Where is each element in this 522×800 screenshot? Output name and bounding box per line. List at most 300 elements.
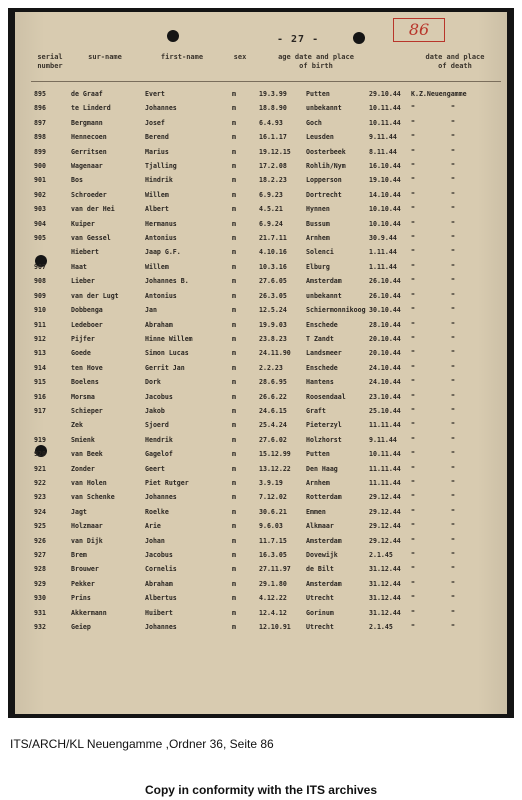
- first-name-cell: Hinne Willem: [145, 334, 193, 343]
- serial-number-cell: 909: [34, 291, 46, 300]
- death-date-cell: 31.12.44: [369, 594, 401, 603]
- first-name-cell: Evert: [145, 90, 165, 98]
- surname-cell: Bos: [71, 176, 83, 185]
- first-name-cell: Huibert: [145, 608, 173, 617]
- sex-cell: m: [232, 579, 236, 588]
- first-name-cell: Berend: [145, 133, 169, 142]
- surname-cell: Gerritsen: [71, 147, 107, 156]
- serial-number-cell: 896: [34, 104, 46, 113]
- death-place-cell: ": [411, 464, 415, 473]
- table-row: [15, 433, 507, 447]
- table-row: [15, 346, 507, 360]
- surname-cell: van Holen: [71, 478, 107, 487]
- surname-cell: Geiep: [71, 623, 91, 632]
- sex-cell: m: [232, 536, 236, 545]
- death-place-cell: ": [411, 435, 415, 444]
- sex-cell: m: [232, 493, 236, 502]
- birth-place-cell: Holzhorst: [306, 435, 342, 444]
- archive-reference: ITS/ARCH/KL Neuengamme ,Ordner 36, Seite 86: [10, 737, 274, 751]
- table-row: [15, 130, 507, 144]
- table-row: [15, 620, 507, 634]
- birth-place-cell: Solenci: [306, 248, 334, 257]
- first-name-cell: Jaap G.F.: [145, 248, 181, 257]
- birth-place-cell: unbekannt: [306, 104, 342, 113]
- birth-place-cell: Amsterdam: [306, 536, 342, 545]
- birth-date-cell: 9.6.03: [259, 522, 283, 531]
- first-name-cell: Simon Lucas: [145, 349, 189, 358]
- surname-cell: Goede: [71, 349, 91, 358]
- header-sex: sex: [233, 53, 247, 61]
- first-name-cell: Albert: [145, 205, 169, 214]
- death-place-cell: K.Z.Neuengamme: [411, 90, 467, 98]
- surname-cell: Hennecoen: [71, 133, 107, 142]
- death-place-ditto-cell: ": [451, 392, 455, 401]
- first-name-cell: Willem: [145, 262, 169, 271]
- surname-cell: Pijfer: [71, 334, 95, 343]
- birth-place-cell: Amsterdam: [306, 277, 342, 286]
- death-place-ditto-cell: ": [451, 349, 455, 358]
- birth-date-cell: 26.6.22: [259, 392, 287, 401]
- serial-number-cell: 929: [34, 579, 46, 588]
- birth-place-cell: de Bilt: [306, 565, 334, 574]
- death-place-cell: ": [411, 493, 415, 502]
- sex-cell: m: [232, 306, 236, 315]
- sex-cell: m: [232, 90, 236, 98]
- surname-cell: van der Lugt: [71, 291, 119, 300]
- table-row: [15, 173, 507, 187]
- first-name-cell: Arie: [145, 522, 161, 531]
- serial-number-cell: 919: [34, 435, 46, 444]
- birth-place-cell: Dovewijk: [306, 551, 338, 559]
- birth-place-cell: Rohlih/Nym: [306, 162, 346, 171]
- table-row: [15, 390, 507, 404]
- death-place-ditto-cell: ": [451, 450, 455, 459]
- birth-place-cell: Rotterdam: [306, 493, 342, 502]
- birth-place-cell: Graft: [306, 406, 326, 415]
- death-place-ditto-cell: ": [451, 363, 455, 372]
- death-place-cell: ": [411, 334, 415, 343]
- first-name-cell: Johannes: [145, 493, 177, 502]
- birth-place-cell: Schiermonnikoog: [306, 306, 366, 315]
- birth-place-cell: Bussum: [306, 219, 330, 228]
- birth-date-cell: 11.7.15: [259, 536, 287, 545]
- serial-number-cell: 932: [34, 623, 46, 632]
- death-place-cell: ": [411, 623, 415, 632]
- death-place-cell: ": [411, 248, 415, 257]
- birth-place-cell: Landsmeer: [306, 349, 342, 358]
- birth-date-cell: 12.4.12: [259, 608, 287, 617]
- first-name-cell: Gerrit Jan: [145, 363, 185, 372]
- birth-place-cell: Alkmaar: [306, 522, 334, 531]
- header-birth: age date and place of birth: [278, 53, 354, 70]
- first-name-cell: Dork: [145, 378, 161, 387]
- death-place-cell: ": [411, 219, 415, 228]
- death-place-ditto-cell: ": [451, 623, 455, 632]
- birth-place-cell: Lopperson: [306, 176, 342, 185]
- first-name-cell: Geert: [145, 464, 165, 473]
- surname-cell: Morsma: [71, 392, 95, 401]
- table-row: [15, 87, 507, 101]
- first-name-cell: Albertus: [145, 594, 177, 603]
- death-place-cell: ": [411, 507, 415, 516]
- birth-place-cell: Hynnen: [306, 205, 330, 214]
- death-date-cell: 31.12.44: [369, 565, 401, 574]
- first-name-cell: Johannes B.: [145, 277, 189, 286]
- death-place-cell: ": [411, 450, 415, 459]
- death-place-cell: ": [411, 118, 415, 127]
- birth-date-cell: 19.9.03: [259, 320, 287, 329]
- surname-cell: Schroeder: [71, 190, 107, 199]
- death-date-cell: 25.10.44: [369, 406, 401, 415]
- death-place-ditto-cell: ": [451, 435, 455, 444]
- first-name-cell: Roelke: [145, 507, 169, 516]
- death-date-cell: 11.11.44: [369, 421, 401, 430]
- death-place-ditto-cell: ": [451, 464, 455, 473]
- death-date-cell: 10.11.44: [369, 118, 401, 127]
- surname-cell: Holzmaar: [71, 522, 103, 531]
- sex-cell: m: [232, 205, 236, 214]
- surname-cell: Haat: [71, 262, 87, 271]
- birth-place-cell: Enschede: [306, 363, 338, 372]
- serial-number-cell: 924: [34, 507, 46, 516]
- surname-cell: Dobbenga: [71, 306, 103, 315]
- punch-hole: [167, 30, 179, 42]
- death-place-cell: ": [411, 176, 415, 185]
- serial-number-cell: 925: [34, 522, 46, 531]
- birth-place-cell: Pieterzyl: [306, 421, 342, 430]
- birth-place-cell: Arnhem: [306, 478, 330, 487]
- death-place-cell: ": [411, 147, 415, 156]
- sex-cell: m: [232, 594, 236, 603]
- first-name-cell: Jacobus: [145, 392, 173, 401]
- birth-date-cell: 19.12.15: [259, 147, 291, 156]
- table-row: [15, 332, 507, 346]
- death-place-cell: ": [411, 363, 415, 372]
- death-place-cell: ": [411, 551, 415, 559]
- surname-cell: Prins: [71, 594, 91, 603]
- table-row: [15, 101, 507, 115]
- sex-cell: m: [232, 551, 236, 559]
- death-place-ditto-cell: ": [451, 421, 455, 430]
- death-place-ditto-cell: ": [451, 147, 455, 156]
- death-place-ditto-cell: ": [451, 522, 455, 531]
- birth-place-cell: Oosterbeek: [306, 147, 346, 156]
- death-date-cell: 20.10.44: [369, 349, 401, 358]
- death-date-cell: 29.12.44: [369, 493, 401, 502]
- table-row: [15, 245, 507, 259]
- birth-date-cell: 4.10.16: [259, 248, 287, 257]
- sex-cell: m: [232, 378, 236, 387]
- sex-cell: m: [232, 118, 236, 127]
- death-place-ditto-cell: ": [451, 378, 455, 387]
- death-place-ditto-cell: ": [451, 277, 455, 286]
- death-date-cell: 29.12.44: [369, 507, 401, 516]
- sex-cell: m: [232, 565, 236, 574]
- birth-date-cell: 10.3.16: [259, 262, 287, 271]
- sex-cell: m: [232, 219, 236, 228]
- table-row: [15, 217, 507, 231]
- surname-cell: de Graaf: [71, 90, 103, 98]
- death-place-ditto-cell: ": [451, 291, 455, 300]
- death-place-ditto-cell: ": [451, 594, 455, 603]
- first-name-cell: Cornelis: [145, 565, 177, 574]
- serial-number-cell: 904: [34, 219, 46, 228]
- birth-place-cell: Utrecht: [306, 594, 334, 603]
- birth-date-cell: 2.2.23: [259, 363, 283, 372]
- serial-number-cell: 922: [34, 478, 46, 487]
- table-row: [15, 116, 507, 130]
- death-place-ditto-cell: ": [451, 478, 455, 487]
- surname-cell: te Linderd: [71, 104, 111, 113]
- first-name-cell: Hindrik: [145, 176, 173, 185]
- table-row: [15, 289, 507, 303]
- birth-date-cell: 16.3.05: [259, 551, 287, 559]
- serial-number-cell: 930: [34, 594, 46, 603]
- death-date-cell: 19.10.44: [369, 176, 401, 185]
- birth-date-cell: 19.3.99: [259, 90, 287, 98]
- conformity-note: Copy in conformity with the ITS archives: [144, 783, 378, 797]
- death-place-ditto-cell: ": [451, 565, 455, 574]
- serial-number-cell: 903: [34, 205, 46, 214]
- birth-date-cell: 27.11.97: [259, 565, 291, 574]
- death-place-ditto-cell: ": [451, 133, 455, 142]
- surname-cell: Schieper: [71, 406, 103, 415]
- death-place-cell: ": [411, 104, 415, 113]
- table-row: [15, 548, 507, 562]
- death-date-cell: 11.11.44: [369, 478, 401, 487]
- sex-cell: m: [232, 623, 236, 632]
- surname-cell: Hiebert: [71, 248, 99, 257]
- table-row: [15, 159, 507, 173]
- table-row: [15, 231, 507, 245]
- birth-place-cell: Roosendaal: [306, 392, 346, 401]
- surname-cell: Jagt: [71, 507, 87, 516]
- serial-number-cell: 912: [34, 334, 46, 343]
- surname-cell: Zek: [71, 421, 83, 430]
- serial-number-cell: 921: [34, 464, 46, 473]
- table-row: [15, 202, 507, 216]
- first-name-cell: Piet Rutger: [145, 478, 189, 487]
- death-date-cell: 24.10.44: [369, 363, 401, 372]
- table-row: [15, 361, 507, 375]
- birth-date-cell: 27.6.05: [259, 277, 287, 286]
- death-date-cell: 29.10.44: [369, 90, 401, 98]
- first-name-cell: Antonius: [145, 234, 177, 243]
- header-first-name: first-name: [160, 53, 204, 61]
- death-date-cell: 10.11.44: [369, 450, 401, 459]
- death-place-cell: ": [411, 536, 415, 545]
- surname-cell: Lieber: [71, 277, 95, 286]
- sex-cell: m: [232, 522, 236, 531]
- birth-date-cell: 12.5.24: [259, 306, 287, 315]
- death-date-cell: 20.10.44: [369, 334, 401, 343]
- birth-place-cell: Goch: [306, 118, 322, 127]
- sex-cell: m: [232, 291, 236, 300]
- table-row: [15, 462, 507, 476]
- table-row: [15, 447, 507, 461]
- table-row: [15, 591, 507, 605]
- sex-cell: m: [232, 104, 236, 113]
- death-date-cell: 26.10.44: [369, 277, 401, 286]
- death-place-cell: ": [411, 262, 415, 271]
- death-place-ditto-cell: ": [451, 234, 455, 243]
- serial-number-cell: 915: [34, 378, 46, 387]
- surname-cell: van der Hei: [71, 205, 115, 214]
- first-name-cell: Johannes: [145, 104, 177, 113]
- first-name-cell: Jacobus: [145, 551, 173, 559]
- sex-cell: m: [232, 435, 236, 444]
- death-place-cell: ": [411, 565, 415, 574]
- serial-number-cell: 920: [34, 450, 46, 459]
- table-row: [15, 505, 507, 519]
- death-date-cell: 29.12.44: [369, 536, 401, 545]
- serial-number-cell: 916: [34, 392, 46, 401]
- table-row: [15, 519, 507, 533]
- birth-place-cell: Den Haag: [306, 464, 338, 473]
- first-name-cell: Jan: [145, 306, 157, 315]
- serial-number-cell: 928: [34, 565, 46, 574]
- birth-date-cell: 25.4.24: [259, 421, 287, 430]
- table-row: [15, 260, 507, 274]
- serial-number-cell: 923: [34, 493, 46, 502]
- birth-place-cell: Leusden: [306, 133, 334, 142]
- sex-cell: m: [232, 248, 236, 257]
- sex-cell: m: [232, 608, 236, 617]
- birth-date-cell: 6.9.24: [259, 219, 283, 228]
- birth-place-cell: Putten: [306, 90, 330, 98]
- birth-date-cell: 6.4.93: [259, 118, 283, 127]
- birth-date-cell: 24.6.15: [259, 406, 287, 415]
- first-name-cell: Antonius: [145, 291, 177, 300]
- birth-place-cell: Arnhem: [306, 234, 330, 243]
- first-name-cell: Tjalling: [145, 162, 177, 171]
- sex-cell: m: [232, 406, 236, 415]
- sex-cell: m: [232, 147, 236, 156]
- serial-number-cell: 913: [34, 349, 46, 358]
- death-place-cell: ": [411, 349, 415, 358]
- death-place-cell: ": [411, 522, 415, 531]
- punch-hole: [353, 32, 365, 44]
- death-place-ditto-cell: ": [451, 334, 455, 343]
- surname-cell: Wagenaar: [71, 162, 103, 171]
- death-place-ditto-cell: ": [451, 608, 455, 617]
- birth-place-cell: Putten: [306, 450, 330, 459]
- table-row: [15, 534, 507, 548]
- surname-cell: ten Hove: [71, 363, 103, 372]
- death-place-cell: ": [411, 277, 415, 286]
- first-name-cell: Sjoerd: [145, 421, 169, 430]
- death-place-cell: ": [411, 306, 415, 315]
- death-place-cell: ": [411, 133, 415, 142]
- serial-number-cell: 897: [34, 118, 46, 127]
- birth-date-cell: 15.12.99: [259, 450, 291, 459]
- death-place-ditto-cell: ": [451, 219, 455, 228]
- birth-place-cell: Amsterdam: [306, 579, 342, 588]
- first-name-cell: Jakob: [145, 406, 165, 415]
- serial-number-cell: 908: [34, 277, 46, 286]
- death-place-ditto-cell: ": [451, 118, 455, 127]
- table-row: [15, 562, 507, 576]
- document-page: [15, 12, 507, 714]
- first-name-cell: Abraham: [145, 579, 173, 588]
- death-date-cell: 28.10.44: [369, 320, 401, 329]
- first-name-cell: Josef: [145, 118, 165, 127]
- death-place-cell: ": [411, 190, 415, 199]
- death-place-cell: ": [411, 291, 415, 300]
- surname-cell: Kuiper: [71, 219, 95, 228]
- surname-cell: Akkermann: [71, 608, 107, 617]
- death-date-cell: 16.10.44: [369, 162, 401, 171]
- table-row: [15, 318, 507, 332]
- serial-number-cell: 910: [34, 306, 46, 315]
- sex-cell: m: [232, 262, 236, 271]
- death-date-cell: 11.11.44: [369, 464, 401, 473]
- birth-date-cell: 18.2.23: [259, 176, 287, 185]
- sex-cell: m: [232, 450, 236, 459]
- header-serial-number: serial number: [37, 53, 63, 70]
- death-date-cell: 10.10.44: [369, 219, 401, 228]
- death-place-cell: ": [411, 421, 415, 430]
- birth-date-cell: 30.6.21: [259, 507, 287, 516]
- archive-stamp: 86: [393, 18, 445, 42]
- first-name-cell: Willem: [145, 190, 169, 199]
- death-place-cell: ": [411, 205, 415, 214]
- register-table: [15, 87, 507, 634]
- birth-place-cell: Utrecht: [306, 623, 334, 632]
- death-place-ditto-cell: ": [451, 248, 455, 257]
- death-place-ditto-cell: ": [451, 176, 455, 185]
- death-place-ditto-cell: ": [451, 190, 455, 199]
- header-surname: sur-name: [88, 53, 122, 61]
- death-place-ditto-cell: ": [451, 493, 455, 502]
- birth-date-cell: 4.12.22: [259, 594, 287, 603]
- surname-cell: Bergmann: [71, 118, 103, 127]
- table-row: [15, 490, 507, 504]
- birth-date-cell: 16.1.17: [259, 133, 287, 142]
- birth-date-cell: 28.6.95: [259, 378, 287, 387]
- death-date-cell: 31.12.44: [369, 579, 401, 588]
- sex-cell: m: [232, 190, 236, 199]
- header-rule: [31, 81, 501, 82]
- table-row: [15, 476, 507, 490]
- birth-date-cell: 13.12.22: [259, 464, 291, 473]
- death-date-cell: 24.10.44: [369, 378, 401, 387]
- death-date-cell: 30.9.44: [369, 234, 397, 243]
- serial-number-cell: 911: [34, 320, 46, 329]
- birth-date-cell: 3.9.19: [259, 478, 283, 487]
- sex-cell: m: [232, 334, 236, 343]
- death-date-cell: 14.10.44: [369, 190, 401, 199]
- sex-cell: m: [232, 507, 236, 516]
- first-name-cell: Abraham: [145, 320, 173, 329]
- death-date-cell: 8.11.44: [369, 147, 397, 156]
- birth-date-cell: 17.2.08: [259, 162, 287, 171]
- death-place-cell: ": [411, 378, 415, 387]
- sex-cell: m: [232, 421, 236, 430]
- birth-date-cell: 24.11.90: [259, 349, 291, 358]
- death-place-ditto-cell: ": [451, 406, 455, 415]
- sex-cell: m: [232, 277, 236, 286]
- death-date-cell: 31.12.44: [369, 608, 401, 617]
- serial-number-cell: 902: [34, 190, 46, 199]
- birth-date-cell: 27.6.02: [259, 435, 287, 444]
- death-place-ditto-cell: ": [451, 205, 455, 214]
- sex-cell: m: [232, 349, 236, 358]
- death-place-ditto-cell: ": [451, 507, 455, 516]
- death-date-cell: 30.10.44: [369, 306, 401, 315]
- serial-number-cell: 926: [34, 536, 46, 545]
- birth-place-cell: Hantens: [306, 378, 334, 387]
